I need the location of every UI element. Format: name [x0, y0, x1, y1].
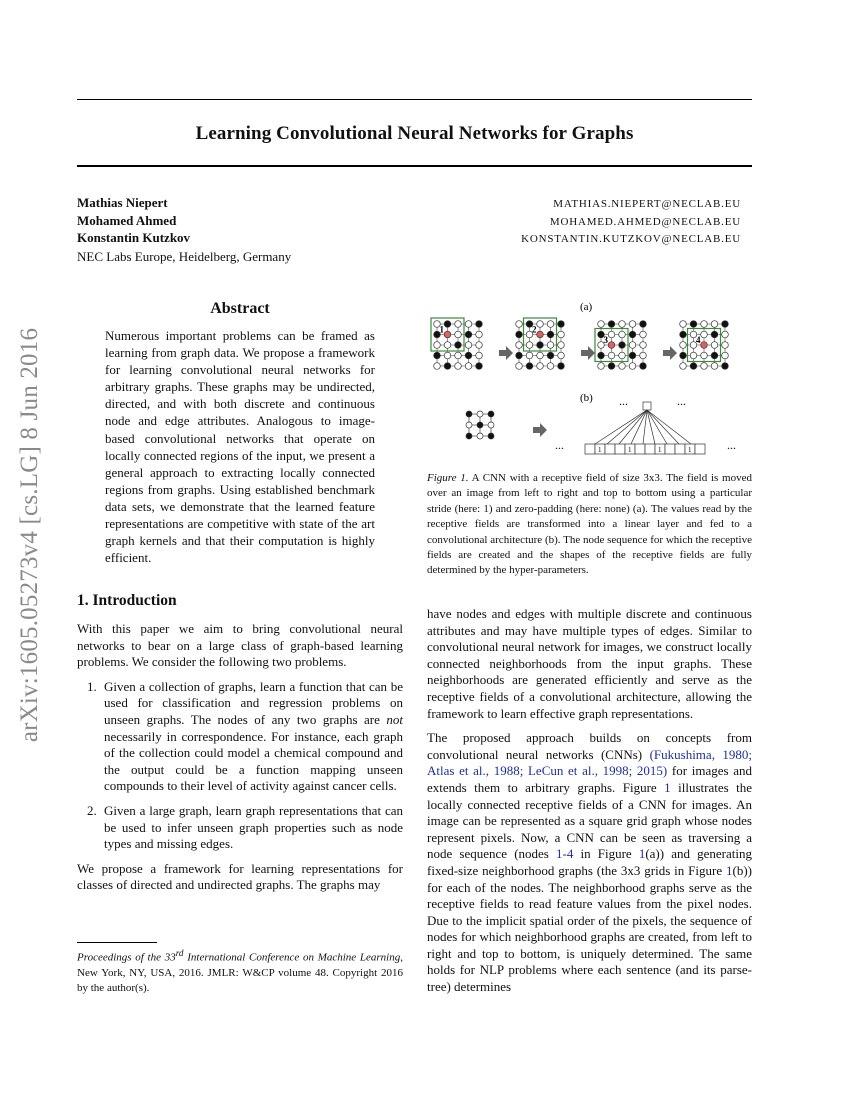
figure-ref-link[interactable]: 1-4 [556, 846, 574, 862]
receptive-field-grids [431, 318, 728, 369]
vector-cell [585, 444, 595, 454]
footnote-superscript: rd [175, 948, 184, 958]
pixel-node [466, 411, 472, 417]
pixel-node [701, 352, 708, 359]
text: for images and extends them to arbitrary graphs. Figure [427, 763, 752, 795]
paragraph: We propose a framework for learning representations for classes of directed and undirected graphs. The graphs may [77, 860, 403, 893]
connection-line [647, 410, 667, 444]
pixel-node [722, 363, 729, 370]
pixel-node [608, 342, 615, 349]
pixel-node [598, 352, 605, 359]
pixel-node [444, 352, 451, 359]
pixel-node [629, 363, 636, 370]
pixel-node [466, 422, 472, 428]
vector-cell-label: 1 [688, 446, 692, 454]
pixel-node [640, 363, 647, 370]
pixel-node [722, 331, 729, 338]
pixel-node [701, 321, 708, 328]
arrow-icon [581, 346, 595, 360]
figure-label-a: (a) [580, 301, 593, 313]
pixel-node [465, 321, 472, 328]
right-column [427, 606, 752, 1004]
pixel-node [608, 321, 615, 328]
author-block [77, 194, 291, 265]
pixel-node [619, 352, 626, 359]
pixel-node [711, 321, 718, 328]
linear-layer-diagram [466, 394, 736, 454]
pixel-node [619, 342, 626, 349]
arrow-icon [663, 346, 677, 360]
vector-cell [605, 444, 615, 454]
list-number: 2. [87, 802, 97, 818]
pixel-node [680, 352, 687, 359]
left-column [77, 621, 403, 902]
vector-cell [675, 444, 685, 454]
problem-list [77, 679, 403, 853]
pixel-node [516, 331, 523, 338]
node-label: 4 [696, 335, 701, 345]
affiliation: NEC Labs Europe, Heidelberg, Germany [77, 248, 292, 264]
pixel-node [465, 331, 472, 338]
list-text: Given a large graph, learn graph representations that can be used to infer unseen graph properties such as node types and missing edges. [104, 802, 403, 852]
pixel-node [558, 363, 565, 370]
footnote [77, 946, 403, 996]
pixel-node [640, 342, 647, 349]
pixel-node [608, 363, 615, 370]
arxiv-stamp-text: arXiv:1605.05273v4 [cs.LG] 8 Jun 2016 [16, 327, 43, 743]
footnote-text: Proceedings of the [77, 951, 165, 964]
paragraph: With this paper we aim to bring convolutional neural networks to bear on a large class of graph-based learning problems. We consider the following two problems. [77, 621, 403, 670]
pixel-node [526, 352, 533, 359]
pixel-node [434, 342, 441, 349]
pixel-node [488, 433, 494, 439]
figure-ref-link[interactable]: 1 [638, 846, 646, 862]
connection-line [643, 410, 647, 444]
pixel-node [640, 331, 647, 338]
arrow-icon [533, 423, 547, 437]
connection-line [647, 410, 679, 444]
vector-cell [635, 444, 645, 454]
pixel-node [690, 321, 697, 328]
pixel-node [526, 363, 533, 370]
pixel-node [466, 433, 472, 439]
vector-cell [665, 444, 675, 454]
pixel-node [629, 352, 636, 359]
pixel-node [488, 422, 494, 428]
pixel-node [547, 321, 554, 328]
pixel-node [680, 321, 687, 328]
abstract-heading: Abstract [210, 300, 270, 317]
pixel-node [465, 352, 472, 359]
pixel-node [455, 363, 462, 370]
pixel-node [547, 352, 554, 359]
footnote-number: 33 [164, 951, 176, 964]
pixel-node [701, 331, 708, 338]
figure-ref-link[interactable]: 1 [726, 862, 733, 878]
emphasis: not [386, 711, 403, 727]
pixel-node [711, 352, 718, 359]
pixel-node [537, 321, 544, 328]
figure-ref-link[interactable]: 1 [664, 779, 671, 795]
pixel-node [444, 331, 451, 338]
pixel-node [680, 363, 687, 370]
figure-label-b: (b) [580, 392, 593, 404]
pixel-node [434, 363, 441, 370]
pixel-node [619, 331, 626, 338]
text: The proposed approach builds on concepts from convolutional neural networks (CNNs) [427, 730, 752, 762]
pixel-node [526, 342, 533, 349]
node-label: 1 [439, 324, 444, 335]
pixel-node [444, 363, 451, 370]
pixel-node [558, 352, 565, 359]
title-rule [77, 165, 752, 167]
pixel-node [598, 363, 605, 370]
list-number: 1. [87, 678, 97, 694]
ellipsis: ... [677, 394, 686, 408]
pixel-node [690, 363, 697, 370]
pixel-node [444, 342, 451, 349]
pixel-node [608, 331, 615, 338]
pixel-node [476, 352, 483, 359]
arxiv-stamp [4, 300, 56, 770]
ellipsis: ... [555, 438, 564, 452]
pixel-node [598, 321, 605, 328]
author-email[interactable]: MOHAMED.AHMED@NECLAB.EU [549, 215, 741, 228]
list-text: Given a collection of graphs, learn a function that can be used for classification and regression problems on unseen graphs. The nodes of any two graphs are [104, 678, 403, 727]
connection-line [607, 410, 647, 444]
citation-link[interactable]: (Fukushima, 1980; Atlas et al., 1988; LeCun et al., 1998; 2015) [427, 746, 752, 779]
pixel-node [680, 331, 687, 338]
pixel-node [547, 363, 554, 370]
arrow-icon [499, 346, 513, 360]
node-label: 3 [603, 335, 608, 345]
pixel-node [477, 433, 483, 439]
vector-cell [645, 444, 655, 454]
pixel-node [722, 321, 729, 328]
vector-cell-label: 1 [628, 446, 632, 454]
paper-title: Learning Convolutional Neural Networks for Graphs [195, 123, 634, 144]
text: in Figure [573, 846, 639, 862]
pixel-node [711, 331, 718, 338]
pixel-node [690, 352, 697, 359]
pixel-node [537, 342, 544, 349]
image-grid [516, 318, 565, 369]
pixel-node [476, 342, 483, 349]
pixel-node [619, 363, 626, 370]
node-label: 2 [532, 324, 537, 335]
text: illustrates the locally connected receptive fields of a CNN for images. An image can be represented as a square grid graph whose nodes represent pixels. Now, a CNN can be seen as traversing a node sequence (nodes [427, 779, 752, 862]
pixel-node [640, 321, 647, 328]
text: (a)) and generating fixed-size neighborhood graphs (the 3x3 grids in Figure [427, 846, 752, 878]
caption-text: A CNN with a receptive field of size 3x3. The field is moved over an image from left to right and top to bottom using a particular stride (here: 1) and zero-padding (here: none) (a). The values read by the receptive fields are transformed into a linear layer and fed to a convolutional architecture (b). The node sequence for which the receptive fields are created and the shapes of the receptive fields are fully determined by the hyper-parameters. [427, 472, 752, 577]
pixel-node [558, 321, 565, 328]
text: (b)) for each of the nodes. The neighborhood graphs serve as the receptive fields to read feature values from the pixel nodes. Due to the implicit spatial order of the pixels, the sequence of nodes for which neighborhood graphs are created, from left to right and top to bottom, is uniquely determined. The same holds for NLP problems where each sentence (and its parse-tree) determines [427, 862, 752, 995]
pixel-node [516, 352, 523, 359]
pixel-node [722, 352, 729, 359]
abstract-text: Numerous important problems can be framed as learning from graph data. We propose a framework for learning convolutional neural networks for arbitrary graphs. These graphs may be undirected, directed, and with both discrete and continuous node and edge attributes. Analogous to image-based convolutional networks that operate on locally connected regions of the input, we present a general approach to extracting locally connected regions from graphs. Using established benchmark data sets, we demonstrate that the learned feature representations are competitive with state of the art graph kernels and that their computation is highly efficient. [105, 328, 375, 566]
vector-cell [695, 444, 705, 454]
pixel-node [537, 352, 544, 359]
author-email[interactable]: MATHIAS.NIEPERT@NECLAB.EU [553, 198, 741, 210]
footnote-rule [77, 942, 157, 943]
figure-caption [427, 471, 752, 579]
pixel-node [537, 363, 544, 370]
footnote-text: , New York, NY, USA, 2016. JMLR: W&CP volume 48. Copyright 2016 by the author(s). [77, 951, 403, 995]
vector-cell-label: 1 [598, 446, 602, 454]
pixel-node [516, 321, 523, 328]
list-text: necessarily in correspondence. For instance, each graph of the collection could model a chemical compound and the output could be a function mapping unseen compounds to their level of activity against cancer cells. [104, 728, 403, 794]
ellipsis: ... [727, 438, 736, 452]
pixel-node [434, 352, 441, 359]
pixel-node [476, 331, 483, 338]
pixel-node [465, 342, 472, 349]
pixel-node [444, 321, 451, 328]
pixel-node [477, 411, 483, 417]
pixel-node [711, 342, 718, 349]
section-heading-introduction: 1. Introduction [77, 592, 177, 609]
footnote-text: International Conference on Machine Learning [183, 951, 401, 964]
vector-cell [615, 444, 625, 454]
author-name: Konstantin Kutzkov [77, 230, 191, 246]
paragraph [427, 730, 752, 996]
pixel-node [629, 331, 636, 338]
pixel-node [640, 352, 647, 359]
pixel-node [547, 342, 554, 349]
author-name: Mathias Niepert [77, 195, 168, 210]
pixel-node [629, 342, 636, 349]
pixel-node [680, 342, 687, 349]
pixel-node [608, 352, 615, 359]
pixel-node [537, 331, 544, 338]
author-email[interactable]: KONSTANTIN.KUTZKOV@NECLAB.EU [521, 233, 741, 246]
list-item [77, 803, 403, 853]
author-name: Mohamed Ahmed [77, 212, 177, 228]
pixel-node [516, 363, 523, 370]
pixel-node [722, 342, 729, 349]
pixel-node [455, 352, 462, 359]
email-block [521, 196, 741, 249]
pixel-node [465, 363, 472, 370]
list-item [77, 679, 403, 795]
pixel-node [455, 321, 462, 328]
vector-cell-label: 1 [658, 446, 662, 454]
output-unit [643, 402, 651, 410]
pixel-node [455, 331, 462, 338]
image-grid [431, 318, 482, 369]
pixel-node [701, 342, 708, 349]
pixel-node [476, 321, 483, 328]
image-grid [595, 321, 646, 370]
pixel-node [629, 321, 636, 328]
pixel-node [711, 363, 718, 370]
connection-line [619, 410, 647, 444]
figure-1 [427, 298, 752, 460]
pixel-node [701, 363, 708, 370]
pixel-node [476, 363, 483, 370]
caption-label: Figure 1. [427, 472, 469, 484]
pixel-node [619, 321, 626, 328]
pixel-node [558, 331, 565, 338]
paragraph: have nodes and edges with multiple discrete and continuous attributes and may have multiple types of edges. Similar to convolutional neural network for images, we construct locally connected neighborhoods from the input graphs. These neighborhoods are generated efficiently and serve as the receptive fields of a convolutional architecture, allowing the framework to learn effective graph representations. [427, 606, 752, 721]
pixel-node [455, 342, 462, 349]
pixel-node [477, 422, 483, 428]
top-rule [77, 99, 752, 100]
pixel-node [488, 411, 494, 417]
pixel-node [547, 331, 554, 338]
pixel-node [516, 342, 523, 349]
image-grid [680, 321, 729, 370]
pixel-node [558, 342, 565, 349]
ellipsis: ... [619, 394, 628, 408]
